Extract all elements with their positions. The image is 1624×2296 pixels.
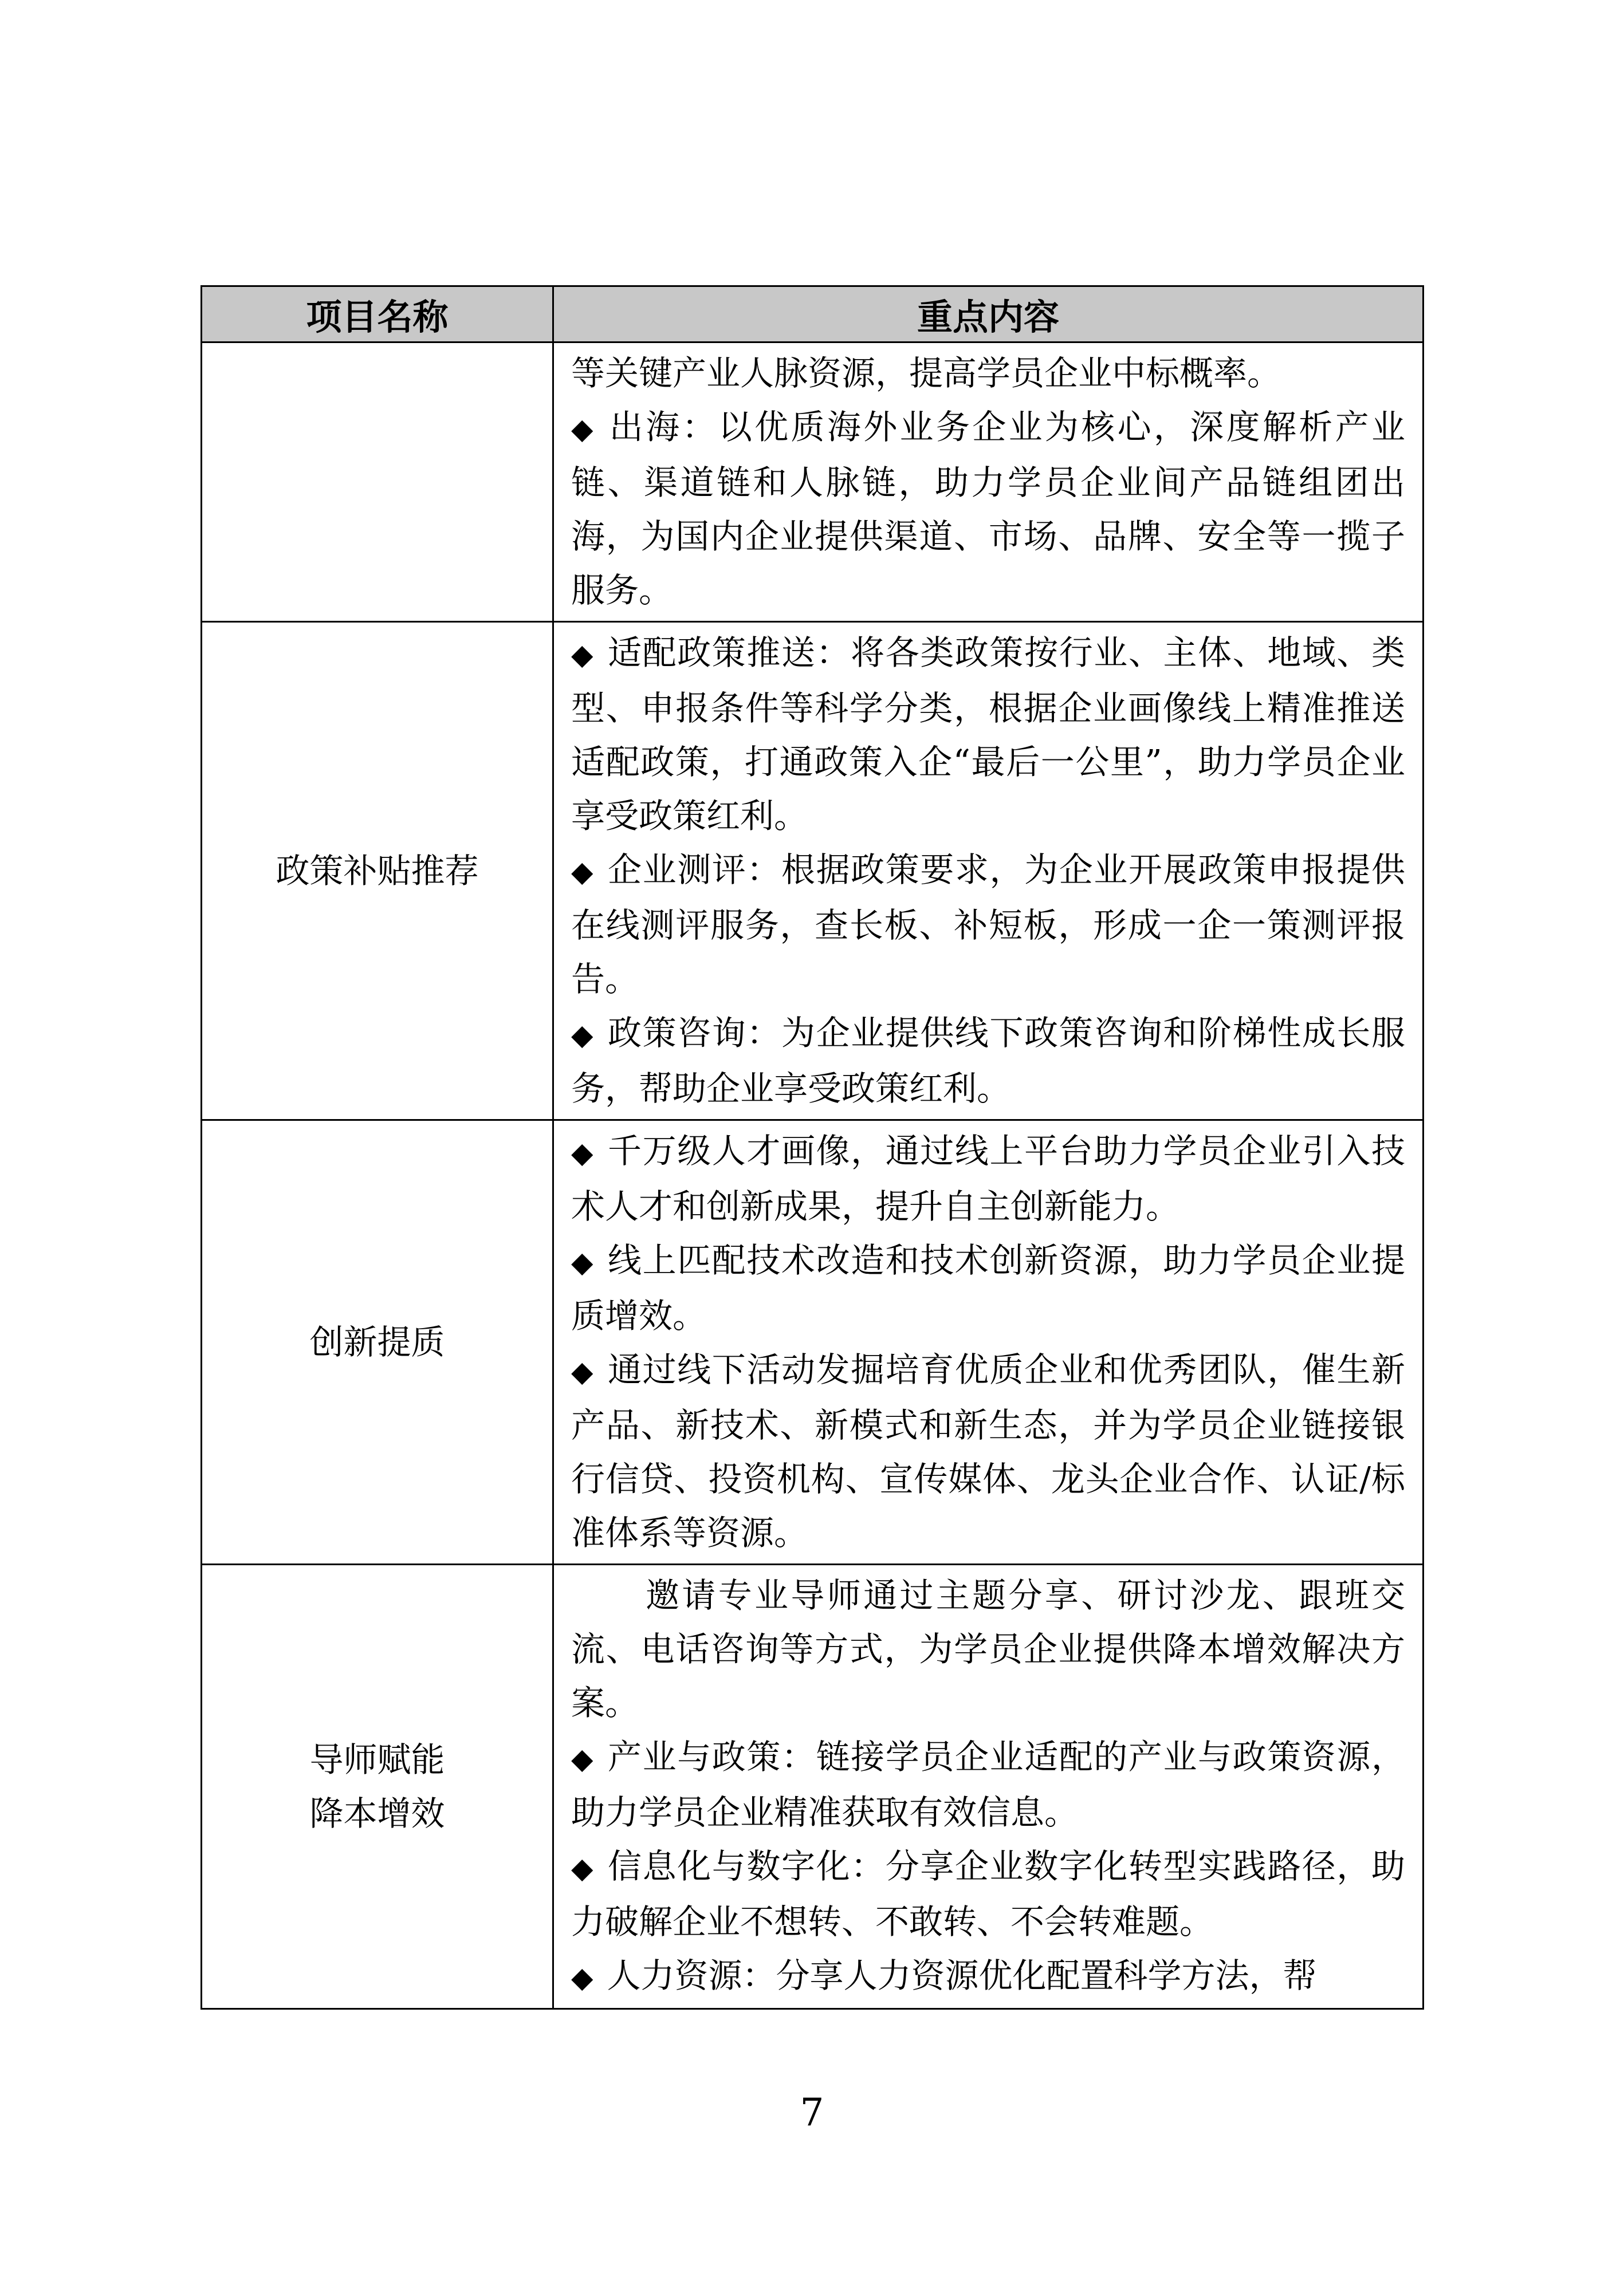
project-name-line: 创新提质 bbox=[309, 1322, 445, 1362]
diamond-bullet-icon: ◆ bbox=[571, 1136, 595, 1169]
paragraph-text: 通过线下活动发掘培育优质企业和优秀团队，催生新产品、新技术、新模式和新生态，并为学员企业链接银行信贷、投资机构、宣传媒体、龙头企业合作、认证/标准体系等资源。 bbox=[571, 1350, 1405, 1553]
paragraph-text: 出海：以优质海外业务企业为核心，深度解析产业链、渠道链和人脉链，助力学员企业间产品链组团出海，为国内企业提供渠道、市场、品牌、安全等一揽子服务。 bbox=[571, 407, 1405, 610]
content-paragraph bbox=[571, 1840, 1405, 1949]
paragraph-text: 适配政策推送：将各类政策按行业、主体、地域、类型、申报条件等科学分类，根据企业画像线上精准推送适配政策，打通政策入企“最后一公里”，助力学员企业享受政策红利。 bbox=[571, 633, 1405, 836]
table-row bbox=[202, 622, 1424, 1120]
content-paragraph bbox=[571, 843, 1405, 1006]
paragraph-text: 人力资源：分享人力资源优化配置科学方法，帮 bbox=[607, 1956, 1317, 1995]
content-paragraph bbox=[571, 1343, 1405, 1560]
content-paragraph bbox=[571, 626, 1405, 843]
header-project-name: 项目名称 bbox=[202, 286, 553, 342]
content-cell bbox=[553, 622, 1424, 1120]
diamond-bullet-icon: ◆ bbox=[571, 1852, 595, 1885]
diamond-bullet-icon: ◆ bbox=[571, 855, 595, 888]
page-number: 7 bbox=[800, 2090, 824, 2134]
project-name-line: 导师赋能 bbox=[309, 1739, 445, 1779]
project-name-line: 降本增效 bbox=[309, 1793, 445, 1833]
content-cell bbox=[553, 1565, 1424, 2009]
content-paragraph bbox=[571, 1124, 1405, 1234]
paragraph-text: 千万级人才画像，通过线上平台助力学员企业引入技术人才和创新成果，提升自主创新能力。 bbox=[571, 1131, 1405, 1226]
content-paragraph bbox=[571, 1006, 1405, 1116]
content-cell bbox=[553, 1120, 1424, 1565]
project-name-line: 政策补贴推荐 bbox=[276, 850, 479, 891]
content-paragraph bbox=[571, 1569, 1405, 1730]
project-name-cell bbox=[202, 342, 553, 622]
project-name-cell bbox=[202, 1565, 553, 2009]
content-cell bbox=[553, 342, 1424, 622]
header-key-content: 重点内容 bbox=[553, 286, 1424, 342]
diamond-bullet-icon: ◆ bbox=[571, 1742, 595, 1775]
diamond-bullet-icon: ◆ bbox=[571, 1018, 595, 1051]
table-row bbox=[202, 1565, 1424, 2009]
content-paragraph bbox=[571, 1234, 1405, 1343]
paragraph-text: 等关键产业人脉资源，提高学员企业中标概率。 bbox=[571, 353, 1281, 393]
content-paragraph bbox=[571, 346, 1405, 400]
content-paragraph bbox=[571, 1730, 1405, 1840]
bullet-icon: ◆ bbox=[571, 412, 596, 446]
table-row bbox=[202, 342, 1424, 622]
paragraph-text: 产业与政策：链接学员企业适配的产业与政策资源，助力学员企业精准获取有效信息。 bbox=[571, 1737, 1405, 1832]
diamond-bullet-icon: ◆ bbox=[571, 638, 595, 671]
paragraph-text: 企业测评：根据政策要求，为企业开展政策申报提供在线测评服务，查长板、补短板，形成一企一策测评报告。 bbox=[571, 850, 1405, 999]
table-header-row bbox=[202, 286, 1424, 342]
paragraph-text: 线上匹配技术改造和技术创新资源，助力学员企业提质增效。 bbox=[571, 1240, 1405, 1336]
project-name-cell bbox=[202, 1120, 553, 1565]
paragraph-text: 信息化与数字化：分享企业数字化转型实践路径，助力破解企业不想转、不敢转、不会转难题。 bbox=[571, 1846, 1405, 1941]
content-paragraph bbox=[571, 1949, 1405, 2004]
table-row bbox=[202, 1120, 1424, 1565]
diamond-bullet-icon: ◆ bbox=[571, 1246, 595, 1279]
diamond-bullet-icon: ◆ bbox=[571, 1961, 593, 1994]
paragraph-text: 邀请专业导师通过主题分享、研讨沙龙、跟班交流、电话咨询等方式，为学员企业提供降本增效解决方案。 bbox=[571, 1576, 1405, 1723]
content-paragraph bbox=[571, 400, 1405, 617]
project-name-cell bbox=[202, 622, 553, 1120]
paragraph-text: 政策咨询：为企业提供线下政策咨询和阶梯性成长服务，帮助企业享受政策红利。 bbox=[571, 1013, 1405, 1108]
diamond-bullet-icon: ◆ bbox=[571, 1355, 595, 1388]
content-table bbox=[200, 285, 1424, 2010]
